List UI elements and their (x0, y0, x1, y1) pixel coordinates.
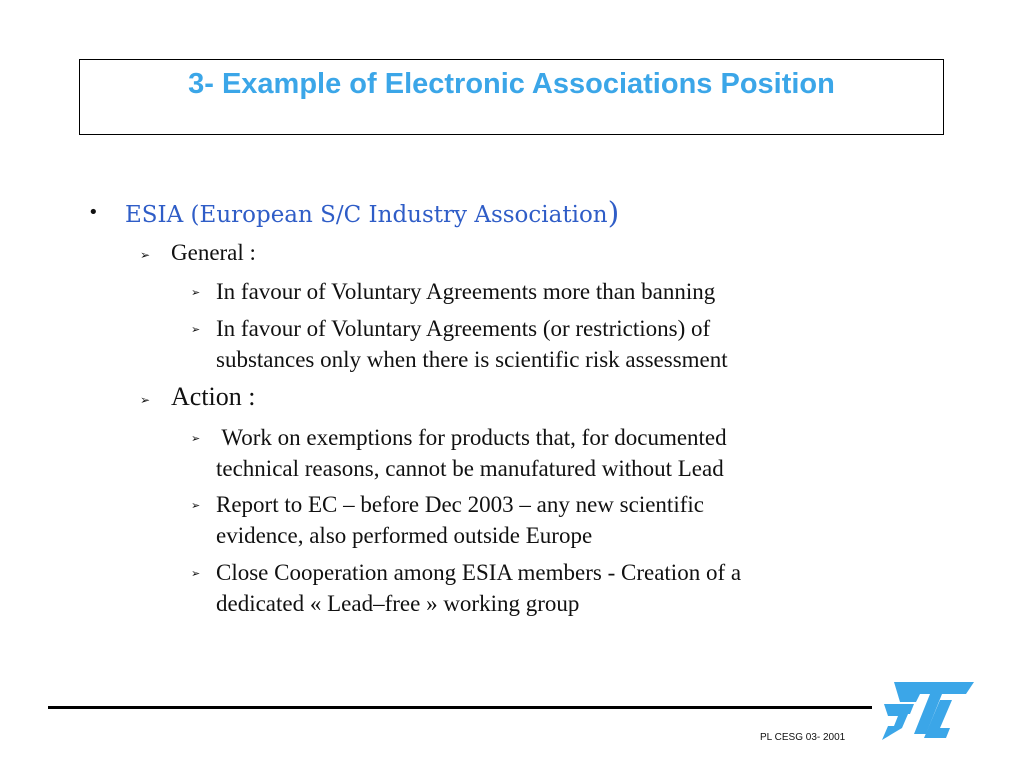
list-item (216, 489, 704, 551)
list-item-line: Close Cooperation among ESIA members - Creation of a (216, 560, 742, 585)
list-item-line: evidence, also performed outside Europe (216, 523, 593, 548)
level1-text: ESIA (European S/C Industry Association (125, 202, 608, 228)
list-item (216, 276, 715, 307)
section-heading-general: General : (171, 240, 256, 265)
list-item-line: dedicated « Lead–free » working group (216, 591, 580, 616)
list-item-line: Report to EC – before Dec 2003 – any new scientific (216, 492, 704, 517)
arrow-bullet-icon: ➢ (140, 248, 151, 262)
st-logo-icon (880, 678, 976, 744)
list-item-line: In favour of Voluntary Agreements more than banning (216, 279, 716, 304)
arrow-bullet-icon: ➢ (191, 323, 201, 336)
arrow-bullet-icon: ➢ (140, 393, 151, 407)
bullet-icon: • (88, 202, 99, 223)
arrow-bullet-icon: ➢ (191, 432, 201, 445)
level1-item-esia (125, 196, 619, 231)
arrow-bullet-icon: ➢ (191, 567, 201, 580)
footer-text: PL CESG 03- 2001 (760, 732, 846, 743)
level1-close-paren: ) (607, 196, 620, 231)
list-item (216, 557, 741, 619)
list-item-line: technical reasons, cannot be manufatured without Lead (216, 456, 724, 481)
footer-divider (48, 706, 872, 709)
section-heading-action: Action : (171, 382, 256, 411)
list-item (216, 313, 728, 375)
list-item-line: substances only when there is scientific risk assessment (216, 347, 728, 372)
arrow-bullet-icon: ➢ (191, 499, 201, 512)
list-item (216, 422, 727, 484)
arrow-bullet-icon: ➢ (191, 286, 201, 299)
slide-title: 3- Example of Electronic Associations Position (188, 68, 835, 100)
list-item-line: In favour of Voluntary Agreements (or restrictions) of (216, 316, 711, 341)
list-item-line: Work on exemptions for products that, for documented (216, 425, 727, 450)
